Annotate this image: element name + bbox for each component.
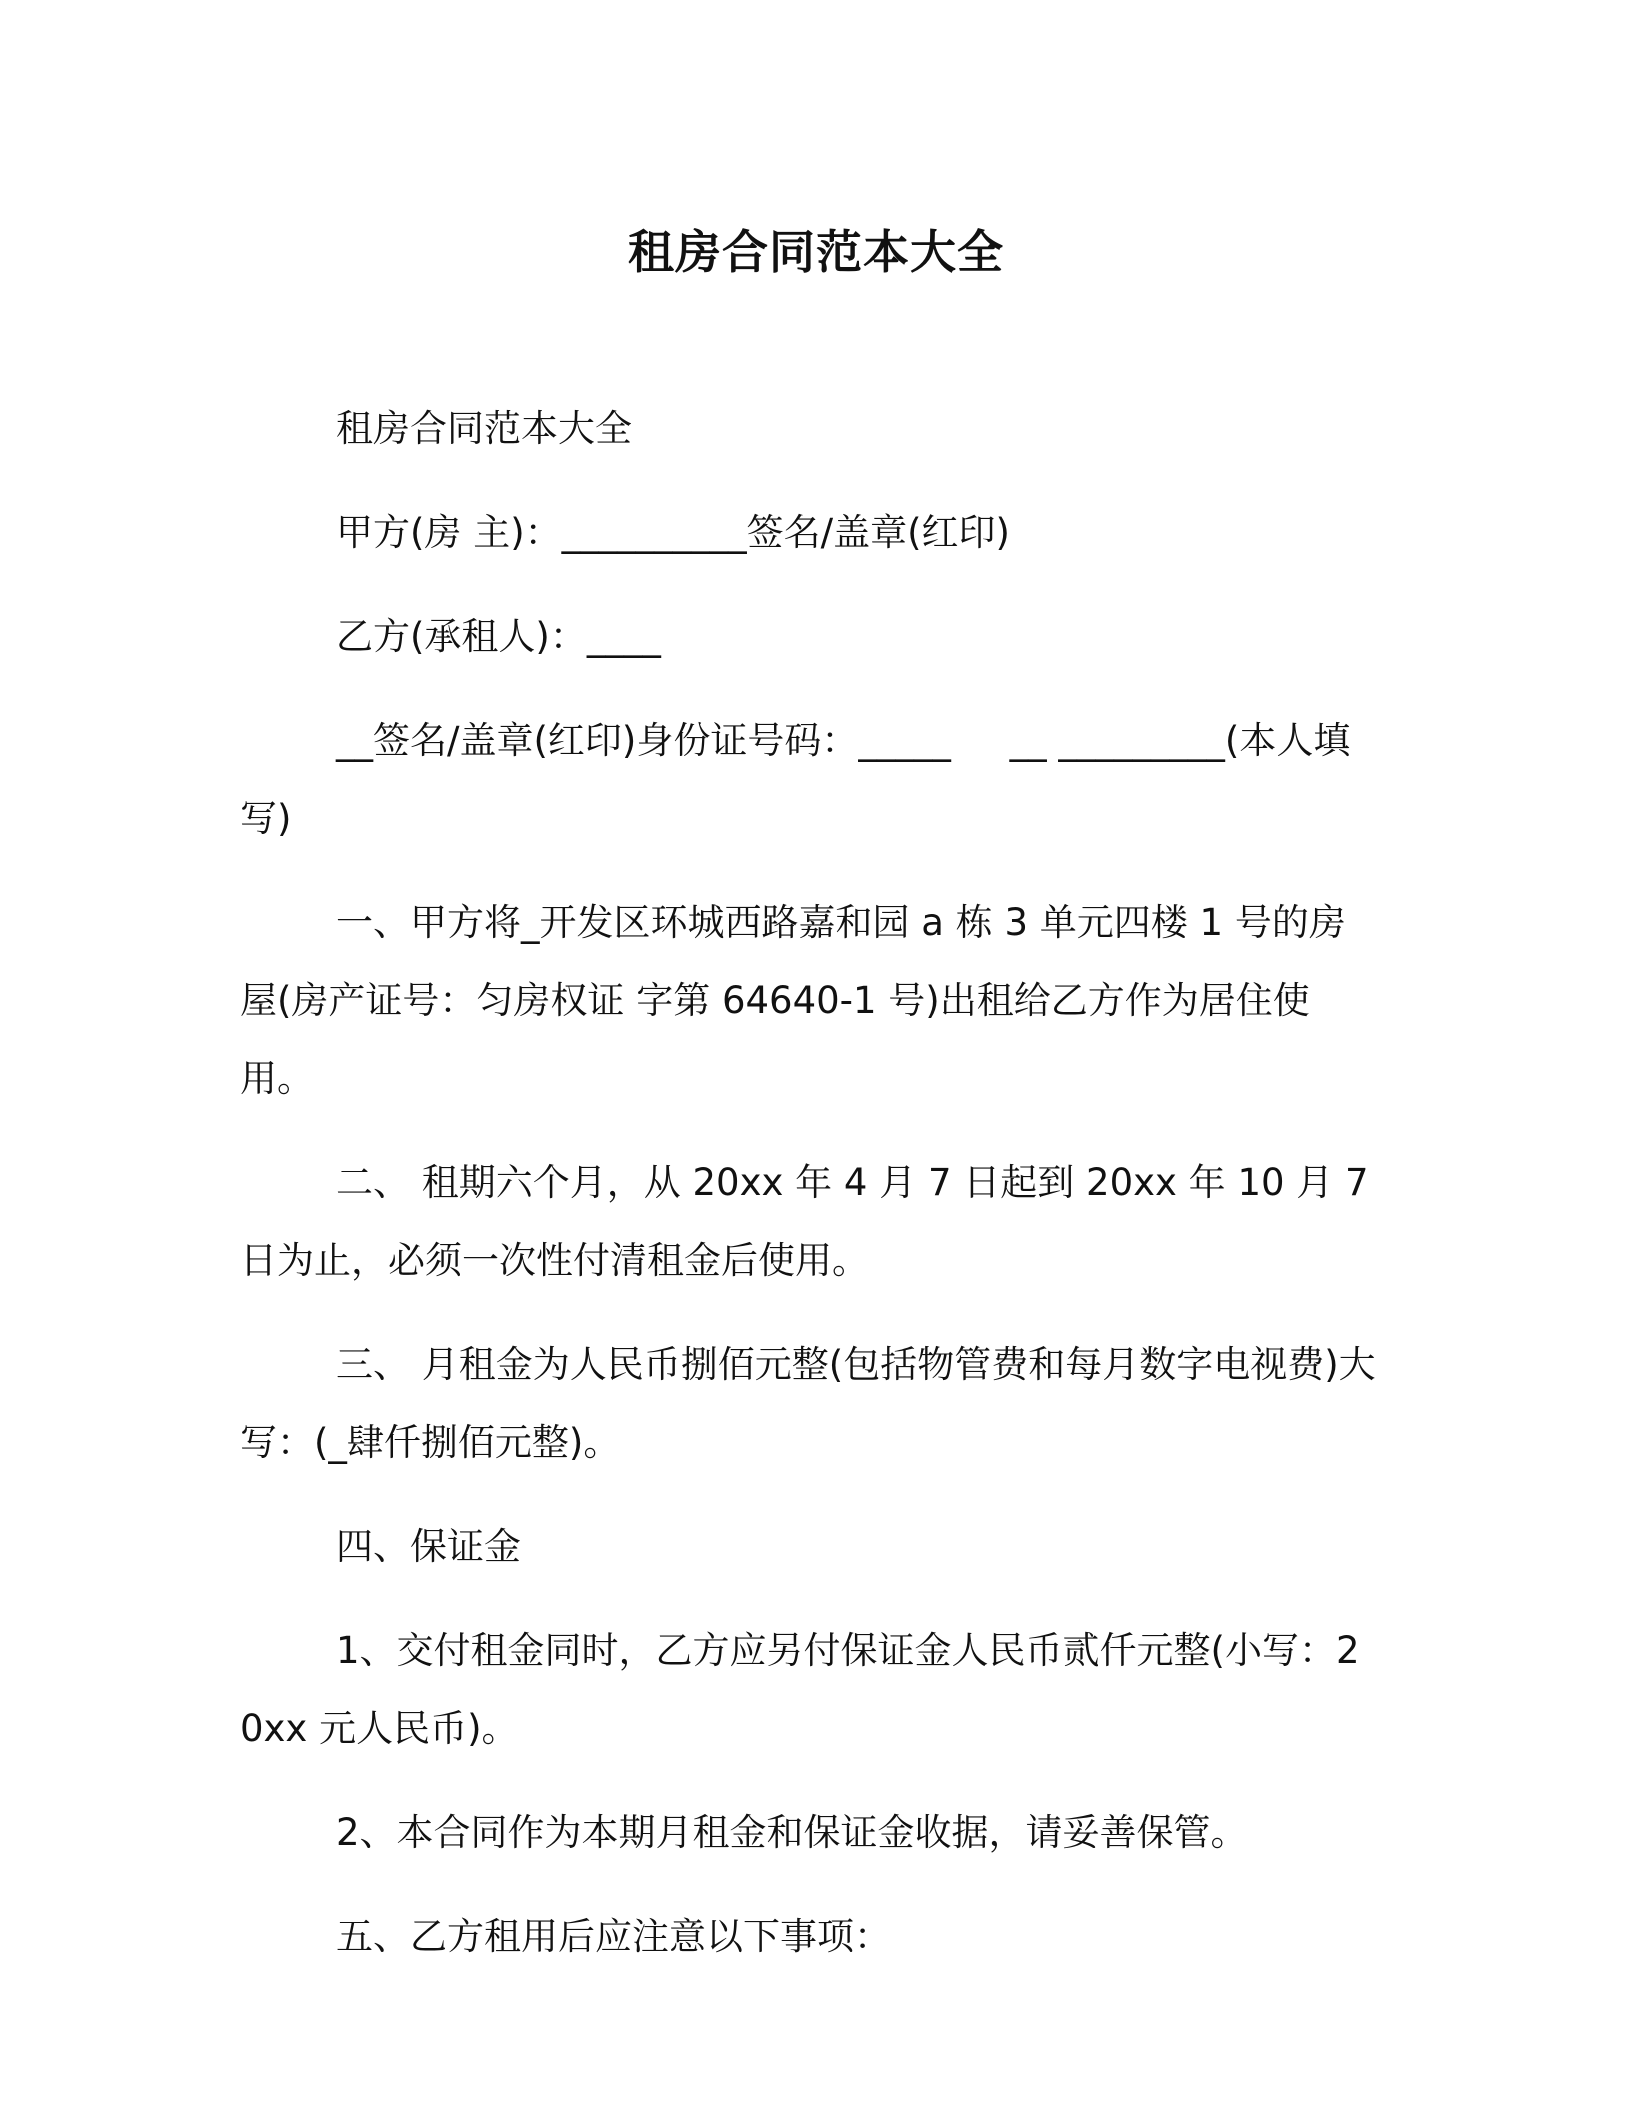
- paragraph-clause-4-deposit-heading: 四、保证金: [336, 1525, 521, 1568]
- paragraph-subtitle: 租房合同范本大全: [336, 407, 632, 450]
- paragraph-clause-5-notes: 五、乙方租用后应注意以下事项：: [336, 1915, 891, 1958]
- document-body: [240, 390, 1380, 2002]
- paragraph-deposit-item-1: 1、交付租金同时，乙方应另付保证金人民币贰仟元整(小写：20xx 元人民币)。: [240, 1629, 1360, 1750]
- paragraph-party-a: 甲方(房 主)：__________签名/盖章(红印): [336, 511, 1010, 554]
- paragraph-clause-1-premises: 一、甲方将_开发区环城西路嘉和园 a 栋 3 单元四楼 1 号的房屋(房产证号：匀房权证 字第 64640-1 号)出租给乙方作为居住使用。: [240, 901, 1346, 1100]
- document-title: 租房合同范本大全: [628, 225, 1004, 279]
- paragraph-party-b-signature-id: __签名/盖章(红印)身份证号码：_____ __ _________(本人填写): [240, 719, 1351, 840]
- paragraph-party-b: 乙方(承租人)：____: [336, 615, 661, 658]
- paragraph-deposit-item-2: 2、本合同作为本期月租金和保证金收据，请妥善保管。: [336, 1811, 1248, 1854]
- paragraph-clause-2-term: 二、 租期六个月，从 20xx 年 4 月 7 日起到 20xx 年 10 月 7 日为止，必须一次性付清租金后使用。: [240, 1161, 1381, 1282]
- paragraph-clause-3-rent: 三、 月租金为人民币捌佰元整(包括物管费和每月数字电视费)大写：(_肆仟捌佰元整)。: [240, 1343, 1376, 1464]
